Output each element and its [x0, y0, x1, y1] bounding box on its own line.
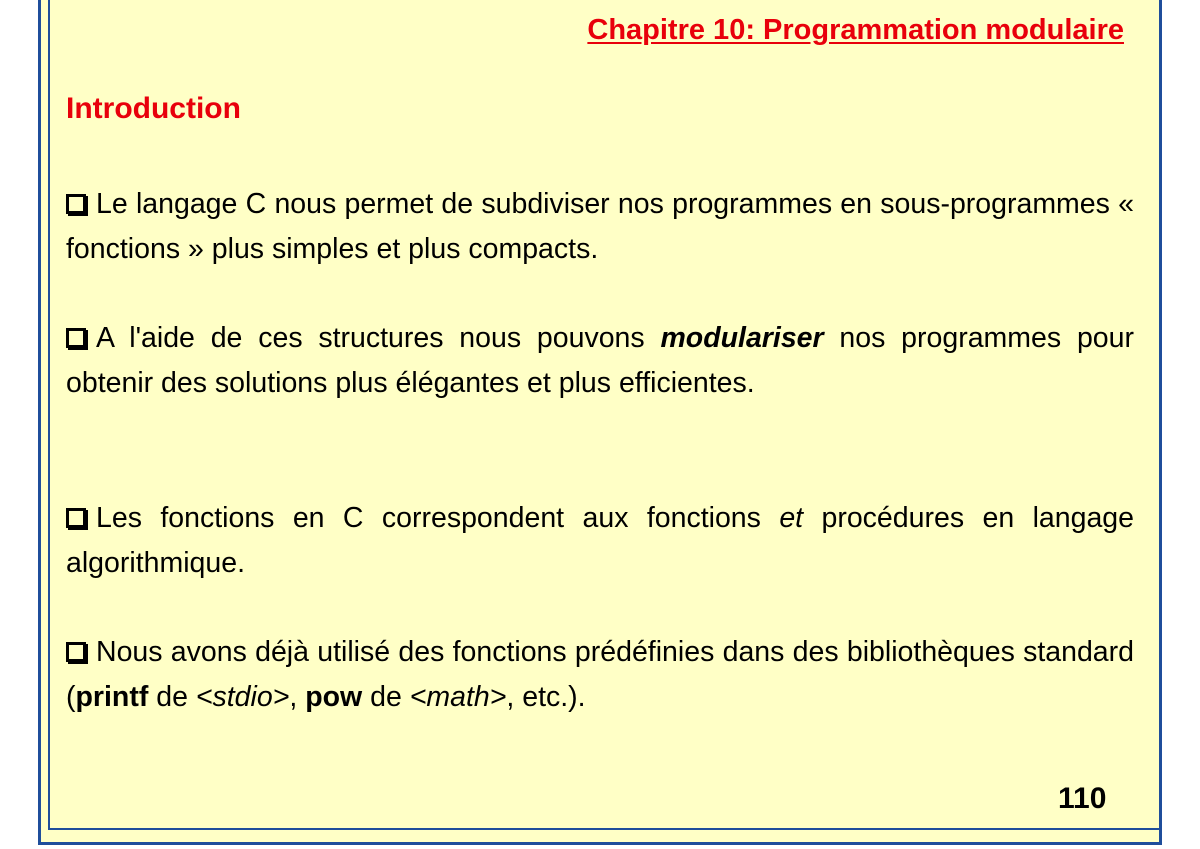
- function-printf: printf: [75, 681, 149, 713]
- checkbox-square-icon: [66, 328, 86, 348]
- paragraph-2-emphasis: modulariser: [660, 322, 824, 354]
- paragraph-4-comma: ,: [289, 681, 306, 713]
- section-heading: Introduction: [66, 92, 241, 125]
- chapter-title: Chapitre 10: Programmation modulaire: [587, 14, 1124, 46]
- paragraph-4-de-2: de: [362, 681, 410, 713]
- paragraph-4-de-1: de: [148, 681, 196, 713]
- paragraph-1-text: Le langage C nous permet de subdiviser nos programmes en sous-programmes « fonctions » plus simples et plus compacts.: [66, 188, 1134, 265]
- paragraph-4-after: , etc.).: [506, 681, 586, 713]
- paragraph-1: [66, 182, 1134, 272]
- paragraph-3-before: Les fonctions en C correspondent aux fonctions: [96, 502, 780, 534]
- paragraph-3: [66, 496, 1134, 586]
- paragraph-3-emphasis: et: [779, 502, 804, 534]
- checkbox-square-icon: [66, 642, 86, 662]
- library-math: <math>: [409, 681, 507, 713]
- paragraph-2: [66, 316, 1134, 406]
- page-number: 110: [1058, 782, 1107, 815]
- paragraph-3-after: procédures en langage algorithmique.: [66, 502, 1135, 579]
- library-stdio: <stdio>: [195, 681, 290, 713]
- frame-inner-bottom-line: [48, 828, 1162, 830]
- paragraph-4-before: Nous avons déjà utilisé des fonctions prédéfinies dans des bibliothèques standard (: [66, 636, 1134, 713]
- checkbox-square-icon: [66, 194, 86, 214]
- paragraph-4: [66, 630, 1134, 720]
- function-pow: pow: [305, 681, 363, 713]
- paragraph-2-before: A l'aide de ces structures nous pouvons: [96, 322, 661, 354]
- checkbox-square-icon: [66, 508, 86, 528]
- frame-inner-left-line: [48, 0, 50, 830]
- paragraph-2-after: nos programmes pour obtenir des solutions plus élégantes et plus efficientes.: [66, 322, 1134, 399]
